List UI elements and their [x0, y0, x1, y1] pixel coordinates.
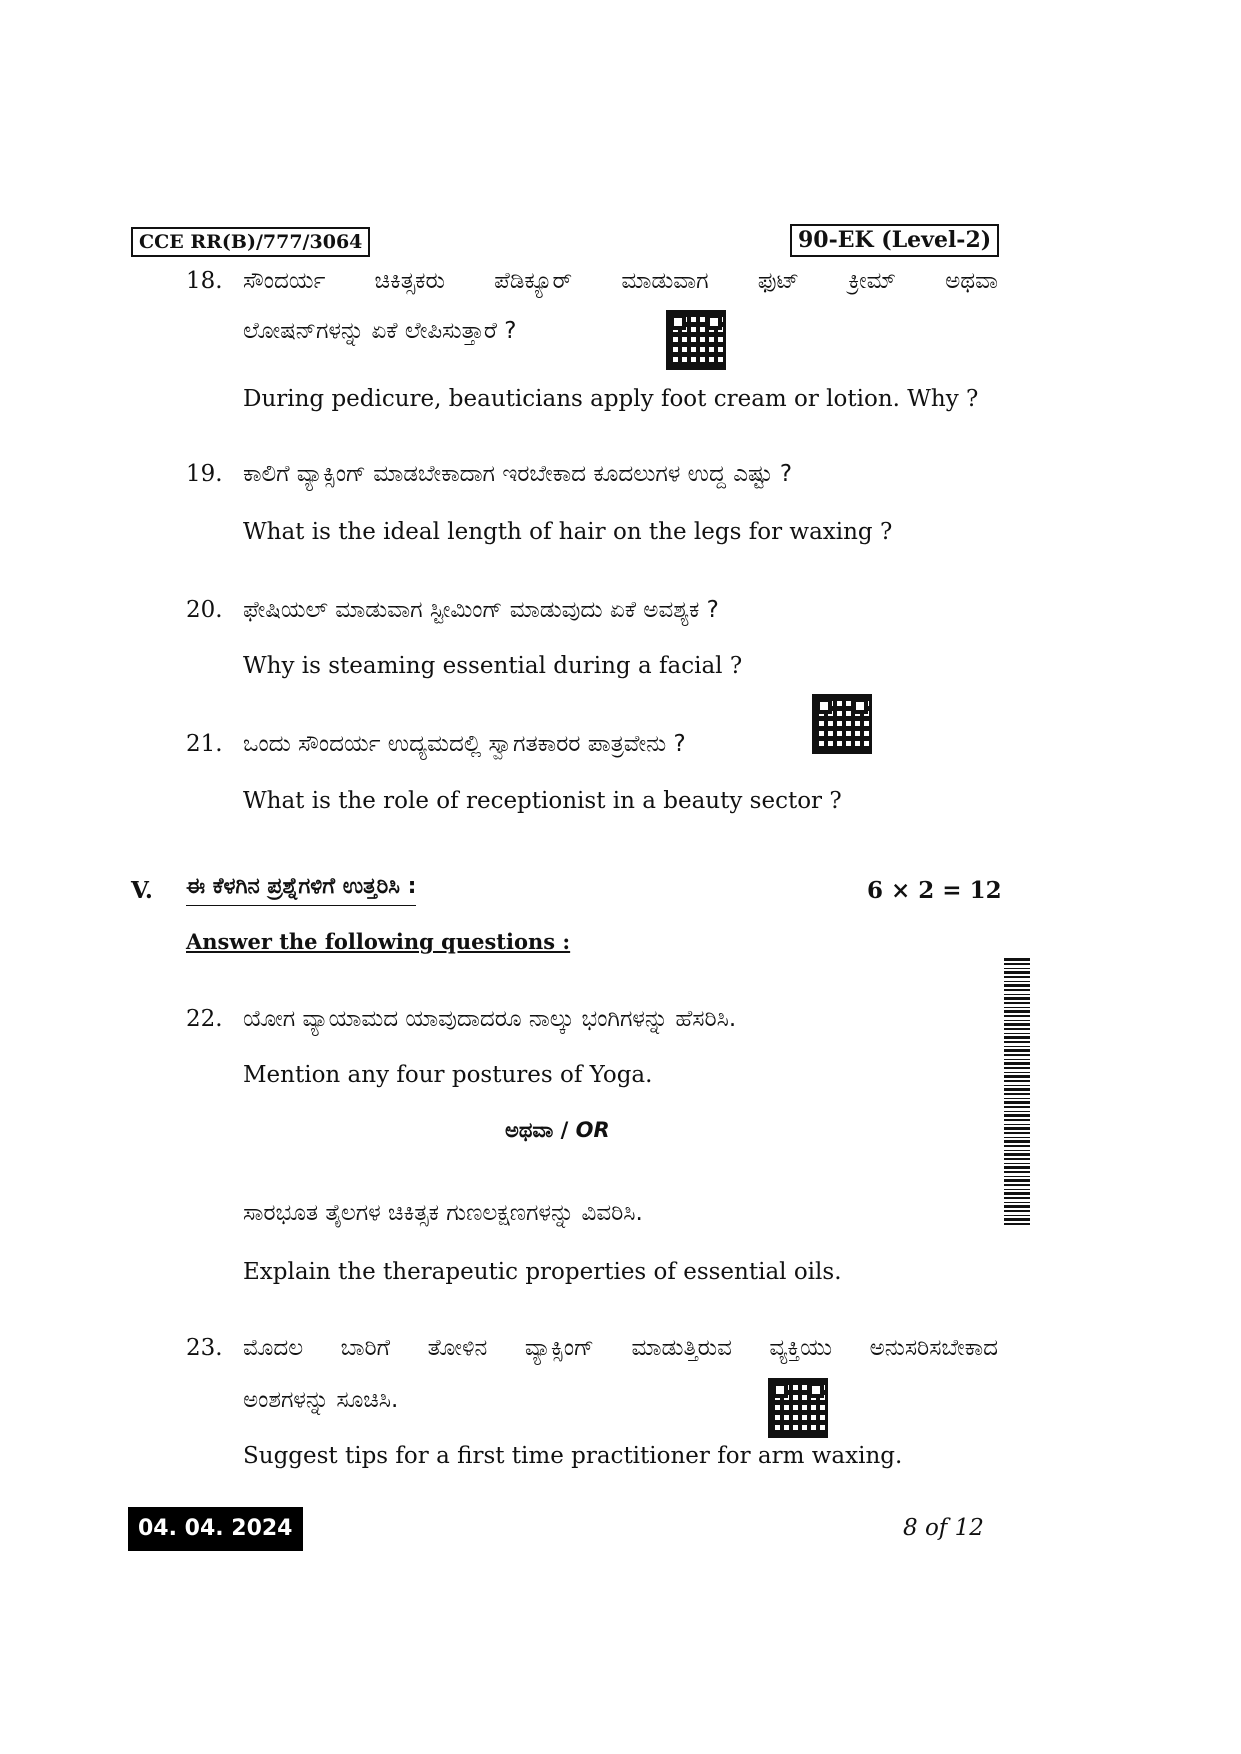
section-heading-english: Answer the following questions :: [186, 929, 571, 954]
qr-code-icon: [812, 694, 872, 754]
question-number-22: 22.: [186, 1006, 223, 1032]
section-heading-kannada: ಈ ಕೆಳಗಿನ ಪ್ರಶ್ನೆಗಳಿಗೆ ಉತ್ತರಿಸಿ :: [186, 874, 416, 906]
section-marks: 6 × 2 = 12: [867, 877, 1002, 904]
question-number-20: 20.: [186, 597, 223, 623]
question-number-23: 23.: [186, 1335, 223, 1361]
question-20-kannada: ಫೇಷಿಯಲ್ ಮಾಡುವಾಗ ಸ್ಟೀಮಿಂಗ್ ಮಾಡುವುದು ಏಕೆ ಅವಶ್ಯಕ ?: [243, 597, 719, 623]
question-18-kannada-line2: ಲೋಷನ್‌ಗಳನ್ನು ಏಕೆ ಲೇಪಿಸುತ್ತಾರೆ ?: [243, 318, 517, 344]
or-separator: [505, 1118, 610, 1143]
qr-code-icon: [768, 1378, 828, 1438]
question-23-kannada-line1: ಮೊದಲ ಬಾರಿಗೆ ತೋಳಿನ ವ್ಯಾಕ್ಸಿಂಗ್ ಮಾಡುತ್ತಿರುವ ವ್ಯಕ್ತಿಯು ಅನುಸರಿಸಬೇಕಾದ: [243, 1335, 998, 1361]
page-number: 8 of 12: [903, 1515, 984, 1541]
question-18-english: During pedicure, beauticians apply foot cream or lotion. Why ?: [243, 386, 979, 412]
or-english: OR: [575, 1118, 610, 1142]
barcode-icon: [1004, 957, 1030, 1225]
question-18-kannada-line1: ಸೌಂದರ್ಯ ಚಿಕಿತ್ಸಕರು ಪೆಡಿಕ್ಯೂರ್ ಮಾಡುವಾಗ ಫುಟ್ ಕ್ರೀಮ್ ಅಥವಾ: [243, 268, 998, 294]
question-22-alt-english: Explain the therapeutic properties of essential oils.: [243, 1259, 842, 1285]
question-number-21: 21.: [186, 731, 223, 757]
question-20-english: Why is steaming essential during a facial ?: [243, 653, 743, 679]
question-22-kannada: ಯೋಗ ವ್ಯಾಯಾಮದ ಯಾವುದಾದರೂ ನಾಲ್ಕು ಭಂಗಿಗಳನ್ನು ಹೆಸರಿಸಿ.: [243, 1006, 737, 1032]
or-kannada: ಅಥವಾ: [505, 1118, 554, 1142]
exam-date: 04. 04. 2024: [128, 1507, 303, 1551]
question-21-kannada: ಒಂದು ಸೌಂದರ್ಯ ಉದ್ಯಮದಲ್ಲಿ ಸ್ವಾಗತಕಾರರ ಪಾತ್ರವೇನು ?: [243, 731, 686, 757]
subject-code: 90-EK (Level-2): [790, 224, 999, 257]
or-slash: /: [560, 1118, 569, 1142]
question-23-english: Suggest tips for a first time practitioner for arm waxing.: [243, 1443, 903, 1469]
question-19-english: What is the ideal length of hair on the legs for waxing ?: [243, 519, 893, 545]
question-22-alt-kannada: ಸಾರಭೂತ ತೈಲಗಳ ಚಿಕಿತ್ಸಕ ಗುಣಲಕ್ಷಣಗಳನ್ನು ವಿವರಿಸಿ.: [243, 1200, 643, 1226]
question-22-english: Mention any four postures of Yoga.: [243, 1062, 653, 1088]
question-21-english: What is the role of receptionist in a beauty sector ?: [243, 788, 842, 814]
section-number: V.: [131, 877, 153, 904]
question-number-18: 18.: [186, 268, 223, 294]
paper-code: CCE RR(B)/777/3064: [131, 227, 370, 257]
question-number-19: 19.: [186, 461, 223, 487]
question-19-kannada: ಕಾಲಿಗೆ ವ್ಯಾಕ್ಸಿಂಗ್ ಮಾಡಬೇಕಾದಾಗ ಇರಬೇಕಾದ ಕೂದಲುಗಳ ಉದ್ದ ಎಷ್ಟು ?: [243, 461, 793, 487]
question-23-kannada-line2: ಅಂಶಗಳನ್ನು ಸೂಚಿಸಿ.: [243, 1387, 399, 1413]
qr-code-icon: [666, 310, 726, 370]
